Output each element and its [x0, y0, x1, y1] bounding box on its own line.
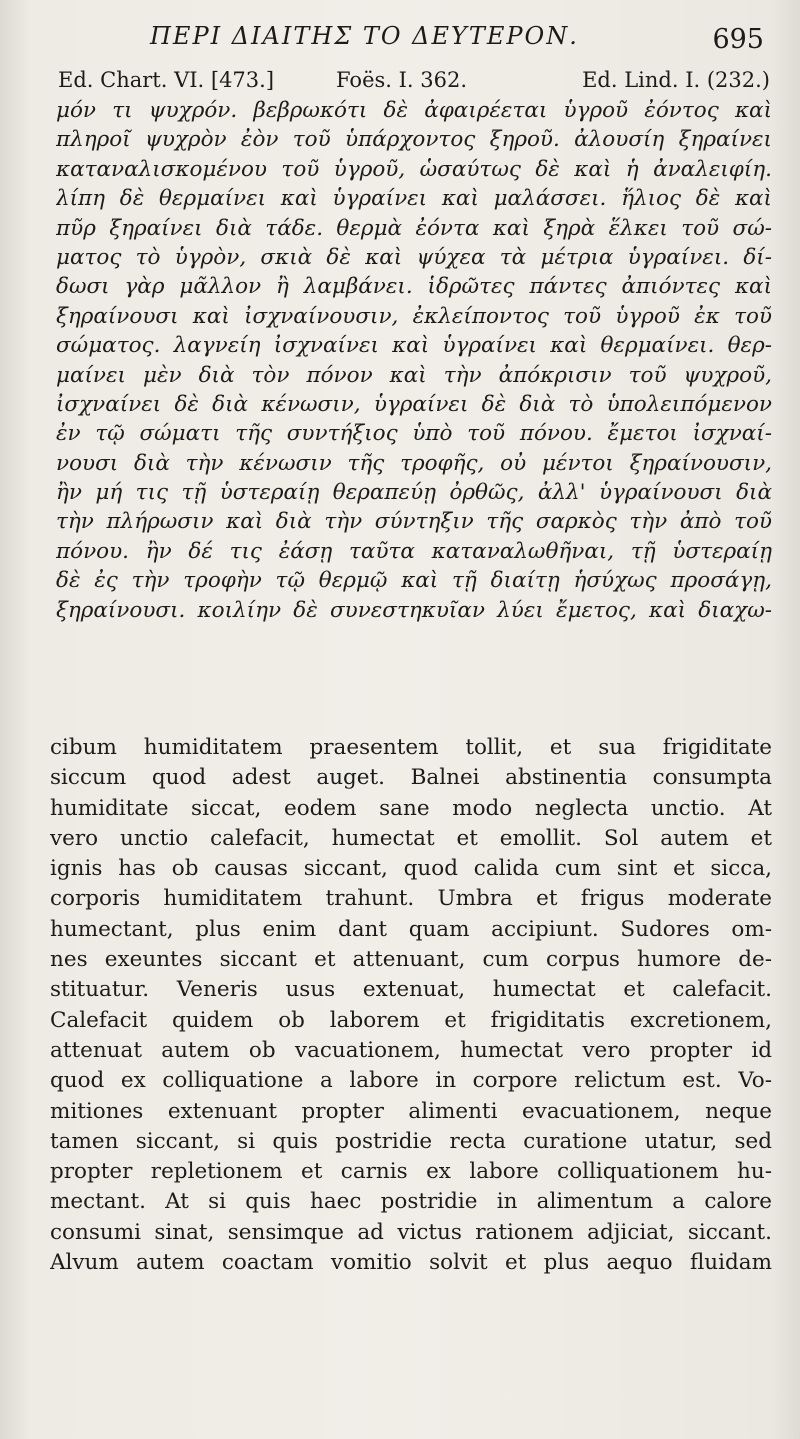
latin-text-line: mitiones extenuant propter alimenti evacuationem, neque — [50, 1098, 772, 1124]
greek-text-line: πῦρ ξηραίνει διὰ τάδε. θερμὰ ἐόντα καὶ ξηρὰ ἕλκει τοῦ σώ- — [56, 215, 772, 241]
greek-text-line: δὲ ἐς τὴν τροφὴν τῷ θερμῷ καὶ τῇ διαίτῃ ἡσύχως προσάγῃ, — [56, 568, 772, 594]
edition-references — [58, 68, 770, 98]
latin-text-line: vero unctio calefacit, humectat et emollit. Sol autem et — [50, 825, 772, 851]
greek-text-line: πληροῖ ψυχρὸν ἐὸν τοῦ ὑπάρχοντος ξηροῦ. ἀλουσίη ξηραίνει — [56, 127, 772, 153]
latin-text-line: humectant, plus enim dant quam accipiunt. Sudores om- — [50, 916, 772, 942]
greek-text-line: νουσι διὰ τὴν κένωσιν τῆς τροφῆς, οὐ μέντοι ξηραίνουσιν, — [56, 450, 772, 476]
latin-text-line: attenuat autem ob vacuationem, humectat vero propter id — [50, 1037, 772, 1063]
greek-text-line: ξηραίνουσι. κοιλίην δὲ συνεστηκυῖαν λύει ἔμετος, καὶ διαχω- — [56, 597, 772, 623]
latin-text-line: ignis has ob causas siccant, quod calida cum sint et sicca, — [50, 856, 772, 882]
latin-text-line: cibum humiditatem praesentem tollit, et sua frigiditate — [50, 735, 772, 760]
edition-chartier: Ed. Chart. VI. [473.] — [58, 68, 275, 92]
greek-text-line: τὴν πλήρωσιν καὶ διὰ τὴν σύντηξιν τῆς σαρκὸς τὴν ἀπὸ τοῦ — [56, 509, 772, 535]
edition-foes: Foës. I. 362. — [336, 68, 468, 92]
page-header — [0, 22, 800, 74]
edition-linden: Ed. Lind. I. (232.) — [582, 68, 770, 92]
greek-text-line: ξηραίνουσι καὶ ἰσχναίνουσιν, ἐκλείποντος τοῦ ὑγροῦ ἐκ τοῦ — [56, 303, 772, 329]
greek-text-line: ἰσχναίνει δὲ διὰ κένωσιν, ὑγραίνει δὲ διὰ τὸ ὑπολειπόμενον — [56, 391, 772, 417]
greek-text-line: καταναλισκομένου τοῦ ὑγροῦ, ὡσαύτως δὲ καὶ ἡ ἀναλειφίη. — [56, 156, 772, 182]
latin-text-line: quod ex colliquatione a labore in corpore relictum est. Vo- — [50, 1068, 772, 1094]
latin-text-line: nes exeuntes siccant et attenuant, cum corpus humore de- — [50, 947, 772, 973]
latin-text-line: mectant. At si quis haec postridie in alimentum a calore — [50, 1189, 772, 1215]
page-number: 695 — [712, 24, 764, 55]
latin-text-line: corporis humiditatem trahunt. Umbra et frigus moderate — [50, 886, 772, 912]
greek-text-line: δωσι γὰρ μᾶλλον ἢ λαμβάνει. ἱδρῶτες πάντες ἀπιόντες καὶ — [56, 274, 772, 300]
latin-text-line: humiditate siccat, eodem sane modo neglecta unctio. At — [50, 795, 772, 821]
latin-text-line: siccum quod adest auget. Balnei abstinentia consumpta — [50, 765, 772, 791]
latin-text-line: consumi sinat, sensimque ad victus rationem adjiciat, siccant. — [50, 1219, 772, 1245]
latin-text-line: Calefacit quidem ob laborem et frigiditatis excretionem, — [50, 1007, 772, 1033]
latin-text-block — [50, 733, 772, 1278]
greek-text-block — [56, 96, 772, 625]
greek-text-line: μόν τι ψυχρόν. βεβρωκότι δὲ ἀφαιρέεται ὑγροῦ ἐόντος καὶ — [56, 98, 772, 123]
greek-text-line: λίπη δὲ θερμαίνει καὶ ὑγραίνει καὶ μαλάσσει. ἥλιος δὲ καὶ — [56, 186, 772, 212]
latin-text-line: stituatur. Veneris usus extenuat, humectat et calefacit. — [50, 977, 772, 1003]
latin-text-line: propter repletionem et carnis ex labore colliquationem hu- — [50, 1159, 772, 1185]
greek-text-line: ἐν τῷ σώματι τῆς συντήξιος ὑπὸ τοῦ πόνου. ἔμετοι ἰσχναί- — [56, 421, 772, 447]
latin-text-line: tamen siccant, si quis postridie recta curatione utatur, sed — [50, 1128, 772, 1154]
running-title: ΠΕΡΙ ΔΙΑΙΤΗΣ ΤΟ ΔΕΥΤΕΡΟΝ. — [150, 22, 579, 50]
greek-text-line: σώματος. λαγνείη ἰσχναίνει καὶ ὑγραίνει καὶ θερμαίνει. θερ- — [56, 333, 772, 359]
greek-text-line: μαίνει μὲν διὰ τὸν πόνον καὶ τὴν ἀπόκρισιν τοῦ ψυχροῦ, — [56, 362, 772, 388]
greek-text-line: πόνου. ἢν δέ τις ἐάσῃ ταῦτα καταναλωθῆναι, τῇ ὑστεραίῃ — [56, 538, 772, 564]
greek-text-line: ματος τὸ ὑγρὸν, σκιὰ δὲ καὶ ψύχεα τὰ μέτρια ὑγραίνει. δί- — [56, 244, 772, 270]
latin-text-line: Alvum autem coactam vomitio solvit et plus aequo fluidam — [50, 1250, 772, 1276]
greek-text-line: ἢν μή τις τῇ ὑστεραίῃ θεραπεύῃ ὀρθῶς, ἀλλ' ὑγραίνουσι διὰ — [56, 480, 772, 506]
